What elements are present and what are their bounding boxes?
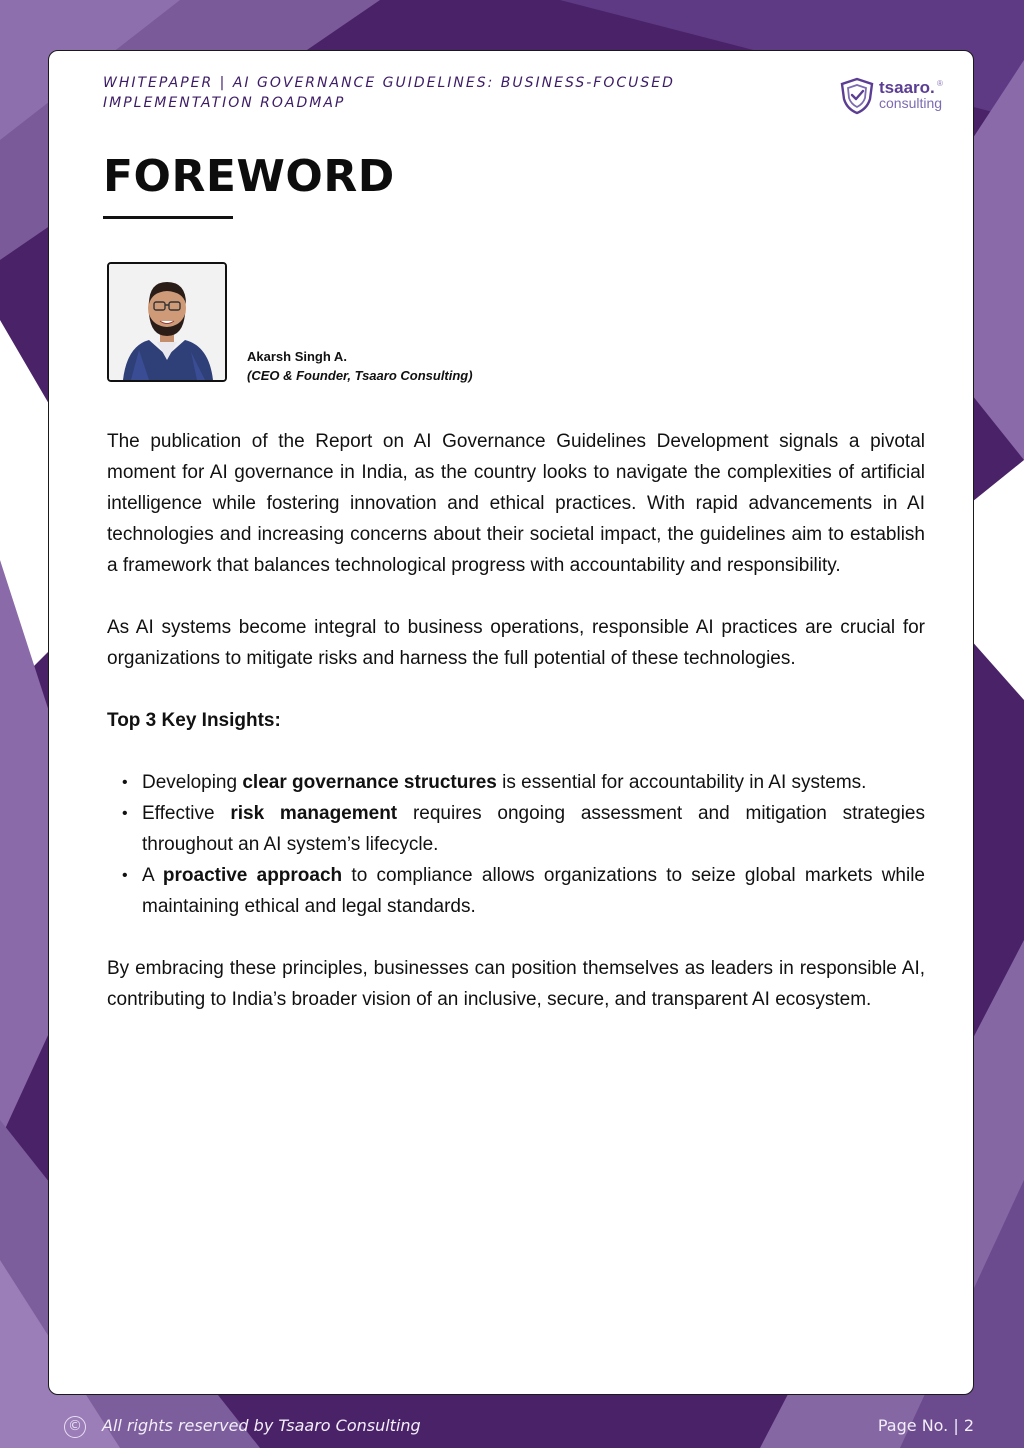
insight-text: requires ongoing assessment and mitigation strategies throughout an AI system’s lifecycle.: [142, 803, 925, 855]
paragraph: As AI systems become integral to business operations, responsible AI practices are crucial for organizations to mitigate risks and harness the full potential of these technologies.: [107, 617, 925, 669]
insight-text: is essential for accountability in AI systems.: [496, 772, 867, 793]
page-card: [48, 50, 974, 1395]
insight-text: Effective: [142, 803, 231, 824]
insight-emphasis: risk management: [230, 803, 398, 824]
registered-mark: ®: [937, 79, 943, 88]
insight-emphasis: proactive approach: [162, 865, 343, 886]
insights-list: [107, 767, 925, 922]
list-item: [142, 798, 925, 860]
copyright-icon: ©: [64, 1416, 86, 1438]
insight-text: to compliance allows organizations to seize global markets while maintaining ethical and legal standards.: [142, 865, 925, 917]
author-role: (CEO & Founder, Tsaaro Consulting): [247, 368, 473, 383]
insight-emphasis: clear governance structures: [242, 772, 497, 793]
insight-text: A: [142, 865, 163, 886]
title-underline: [103, 216, 233, 219]
footer-rights: All rights reserved by Tsaaro Consulting: [102, 1416, 421, 1435]
list-item: [142, 860, 925, 922]
page-number: Page No. | 2: [877, 1416, 974, 1435]
paragraph: The publication of the Report on AI Governance Guidelines Development signals a pivotal moment for AI governance in India, as the country looks to navigate the complexities of artificial intelligence while fostering innovation and ethical practices. With rapid advancements in AI technologies and increasing concerns about their societal impact, the guidelines aim to establish a framework that balances technological progress with accountability and responsibility.: [107, 431, 925, 576]
document-header: WHITEPAPER | AI GOVERNANCE GUIDELINES: BUSINESS-FOCUSED IMPLEMENTATION ROADMAP: [103, 75, 675, 111]
page-title: FOREWORD: [103, 151, 395, 202]
author-name: Akarsh Singh A.: [247, 349, 347, 364]
insights-heading: Top 3 Key Insights:: [107, 710, 281, 731]
shield-icon: [839, 77, 875, 115]
author-block: [247, 347, 473, 385]
insight-text: Developing: [142, 772, 243, 793]
paragraph: By embracing these principles, businesses can position themselves as leaders in responsible AI, contributing to India’s broader vision of an inclusive, secure, and transparent AI ecosystem.: [107, 958, 925, 1010]
list-item: [142, 767, 925, 798]
logo-brand-text: tsaaro.: [879, 78, 935, 97]
tsaaro-logo: [839, 77, 949, 115]
logo-sub-text: consulting: [879, 95, 943, 111]
foreword-body: [107, 426, 925, 1046]
author-photo: [107, 262, 227, 382]
